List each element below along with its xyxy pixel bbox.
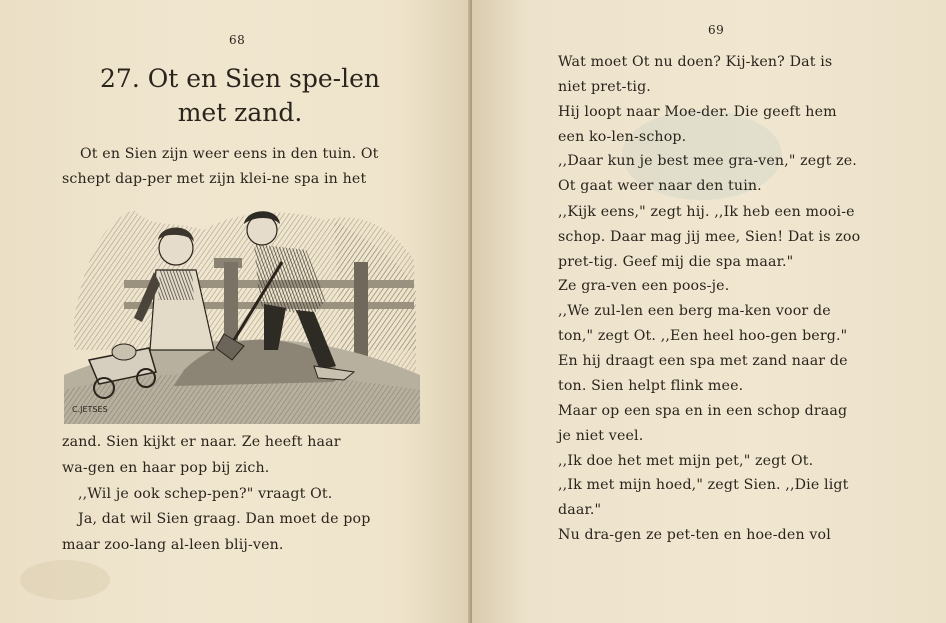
chapter-title-line1: 27. Ot en Sien spe-len <box>100 64 380 93</box>
page-number-right: 69 <box>708 23 725 37</box>
text-line: ,,Wil je ook schep-pen?" vraagt Ot. <box>78 486 333 502</box>
text-line: En hij draagt een spa met zand naar de <box>558 353 848 369</box>
text-line: schop. Daar mag jij mee, Sien! Dat is zoo <box>558 229 861 245</box>
text-line: ,,Kijk eens," zegt hij. ,,Ik heb een mooi-e <box>558 204 855 220</box>
text-line: Ot en Sien zijn weer eens in den tuin. Ot <box>80 146 379 162</box>
text-line: pret-tig. Geef mij die spa maar." <box>558 254 794 270</box>
text-line: ,,Ik met mijn hoed," zegt Sien. ,,Die ligt <box>558 477 849 493</box>
text-line: zand. Sien kijkt er naar. Ze heeft haar <box>62 434 341 450</box>
text-line: maar zoo-lang al-leen blij-ven. <box>62 537 284 553</box>
left-page <box>0 0 472 623</box>
page-number-left: 68 <box>229 33 246 47</box>
text-line: ,,We zul-len een berg ma-ken voor de <box>558 303 831 319</box>
text-line: ,,Daar kun je best mee gra-ven," zegt ze. <box>558 153 857 169</box>
text-line: Nu dra-gen ze pet-ten en hoe-den vol <box>558 527 831 543</box>
text-line: wa-gen en haar pop bij zich. <box>62 460 270 476</box>
text-line: een ko-len-schop. <box>558 129 687 145</box>
text-line: Hij loopt naar Moe-der. Die geeft hem <box>558 104 837 120</box>
text-line: schept dap-per met zijn klei-ne spa in het <box>62 171 367 187</box>
children-digging-illustration <box>64 200 420 424</box>
text-line: daar." <box>558 502 602 518</box>
text-line: Maar op een spa en in een schop draag <box>558 403 848 419</box>
text-line: ton. Sien helpt flink mee. <box>558 378 744 394</box>
text-line: Ot gaat weer naar den tuin. <box>558 178 762 194</box>
right-page <box>472 0 946 623</box>
text-line: je niet veel. <box>558 428 644 444</box>
chapter-title-line2: met zand. <box>177 98 303 127</box>
text-line: ton," zegt Ot. ,,Een heel hoo-gen berg." <box>558 328 848 344</box>
illustration-signature: C.JETSES <box>72 405 108 414</box>
text-line: Wat moet Ot nu doen? Kij-ken? Dat is <box>558 54 833 70</box>
text-line: Ze gra-ven een poos-je. <box>558 278 730 294</box>
text-line: ,,Ik doe het met mijn pet," zegt Ot. <box>558 453 814 469</box>
text-line: niet pret-tig. <box>558 79 651 95</box>
paper-stain <box>20 560 110 600</box>
text-line: Ja, dat wil Sien graag. Dan moet de pop <box>78 511 371 527</box>
